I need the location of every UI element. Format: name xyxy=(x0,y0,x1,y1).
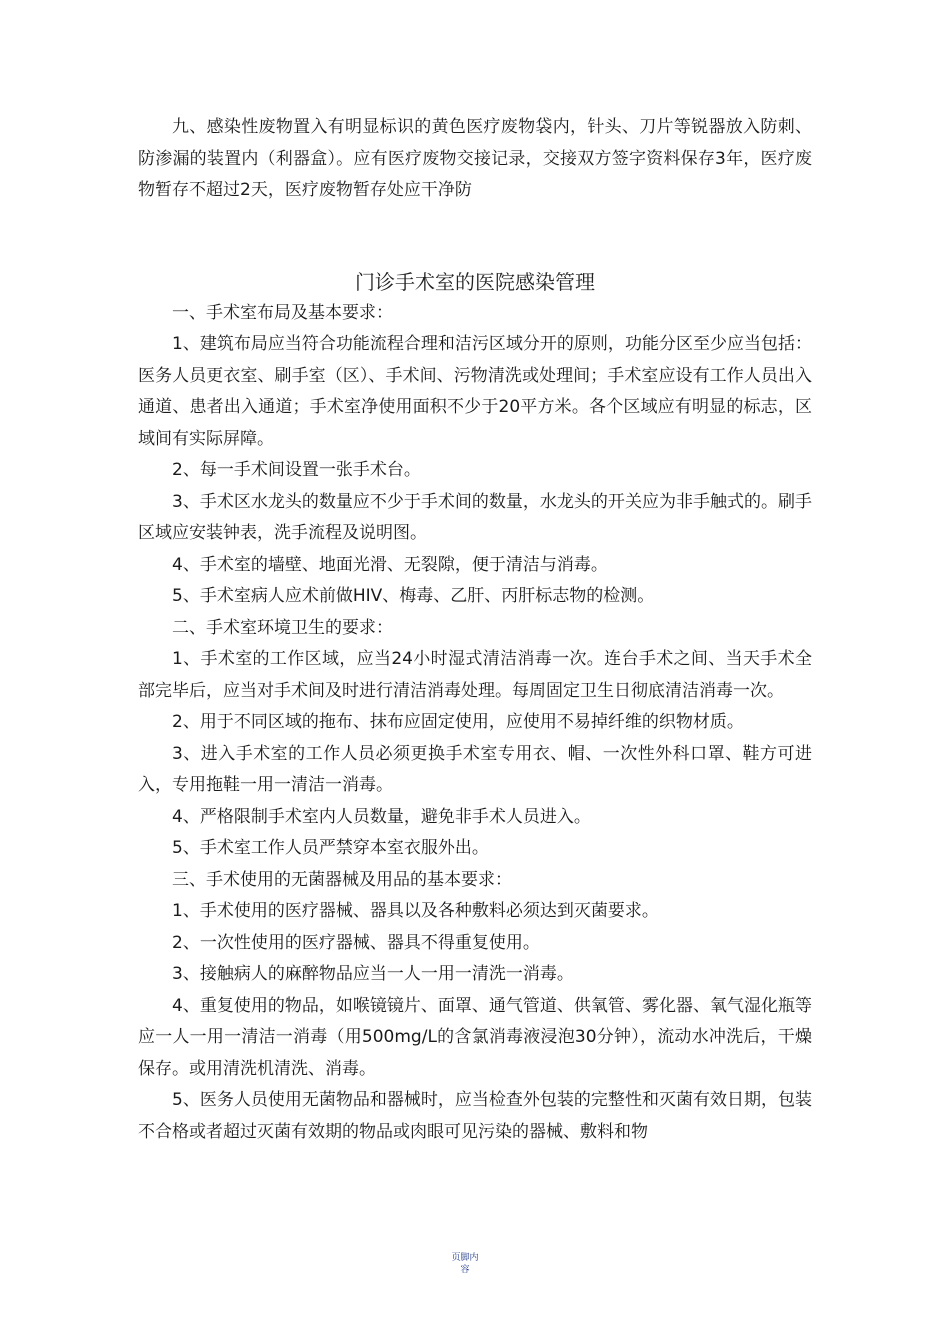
paragraph-sterile-3: 3、接触病人的麻醉物品应当一人一用一清洗一消毒。 xyxy=(172,964,574,984)
paragraph-sterile-2: 2、一次性使用的医疗器械、器具不得重复使用。 xyxy=(172,932,540,953)
paragraph-environment-2: 2、用于不同区域的拖布、抹布应固定使用，应使用不易掉纤维的织物材质。 xyxy=(172,712,744,732)
paragraph-environment-1: 1、手术室的工作区域，应当24小时湿式清洁消毒一次。连台手术之间、当天手术全部完毕后，应当对手术间及时进行清洁消毒处理。每周固定卫生日彻底清洁消毒一次。 xyxy=(138,649,812,701)
heading-sterile-instruments: 三、手术使用的无菌器械及用品的基本要求： xyxy=(172,869,512,890)
section-title: 门诊手术室的医院感染管理 xyxy=(355,269,595,294)
footer-line-1: 页脚内 xyxy=(451,1253,479,1263)
heading-environment-requirements: 二、手术室环境卫生的要求： xyxy=(172,617,393,638)
paragraph-sterile-4: 4、重复使用的物品，如喉镜镜片、面罩、通气管道、供氧管、雾化器、氧气湿化瓶等应一人一用一清洁一消毒（用500mg/L的含氯消毒液浸泡30分钟），流动水冲洗后，干燥保存。或用清洗机清洗、消毒。 xyxy=(138,995,812,1079)
paragraph-layout-3: 3、手术区水龙头的数量应不少于手术间的数量，水龙头的开关应为非手触式的。刷手区域应安装钟表，洗手流程及说明图。 xyxy=(138,491,812,543)
intro-paragraph: 九、感染性废物置入有明显标识的黄色医疗废物袋内，针头、刀片等锐器放入防刺、防渗漏的装置内（利器盒）。应有医疗废物交接记录，交接双方签字资料保存3年，医疗废物暂存不超过2天，医疗废物暂存处应干净防 xyxy=(138,117,812,200)
paragraph-layout-5: 5、手术室病人应术前做HIV、梅毒、乙肝、丙肝标志物的检测。 xyxy=(172,586,655,606)
spacer xyxy=(138,207,812,266)
paragraph-layout-2: 2、每一手术间设置一张手术台。 xyxy=(172,460,421,480)
page-footer xyxy=(448,1252,482,1276)
paragraph-sterile-1: 1、手术使用的医疗器械、器具以及各种敷料必须达到灭菌要求。 xyxy=(172,901,659,921)
paragraph-environment-3: 3、进入手术室的工作人员必须更换手术室专用衣、帽、一次性外科口罩、鞋方可进入，专用拖鞋一用一清洁一消毒。 xyxy=(138,743,812,795)
footer-line-2: 容 xyxy=(460,1265,470,1275)
document-body xyxy=(138,112,812,1148)
paragraph-layout-1: 1、建筑布局应当符合功能流程合理和洁污区域分开的原则，功能分区至少应当包括：医务人员更衣室、刷手室（区）、手术间、污物清洗或处理间；手术室应设有工作人员出入通道、患者出入通道；手术室净使用面积不少于20平方米。各个区域应有明显的标志，区域间有实际屏障。 xyxy=(138,334,812,449)
paragraph-environment-5: 5、手术室工作人员严禁穿本室衣服外出。 xyxy=(172,838,489,858)
paragraph-layout-4: 4、手术室的墙壁、地面光滑、无裂隙，便于清洁与消毒。 xyxy=(172,554,608,575)
paragraph-environment-4: 4、严格限制手术室内人员数量，避免非手术人员进入。 xyxy=(172,806,591,827)
paragraph-sterile-5: 5、医务人员使用无菌物品和器械时，应当检查外包装的完整性和灭菌有效日期，包装不合格或者超过灭菌有效期的物品或肉眼可见污染的器械、敷料和物 xyxy=(138,1090,812,1142)
heading-layout-requirements: 一、手术室布局及基本要求： xyxy=(172,302,393,323)
